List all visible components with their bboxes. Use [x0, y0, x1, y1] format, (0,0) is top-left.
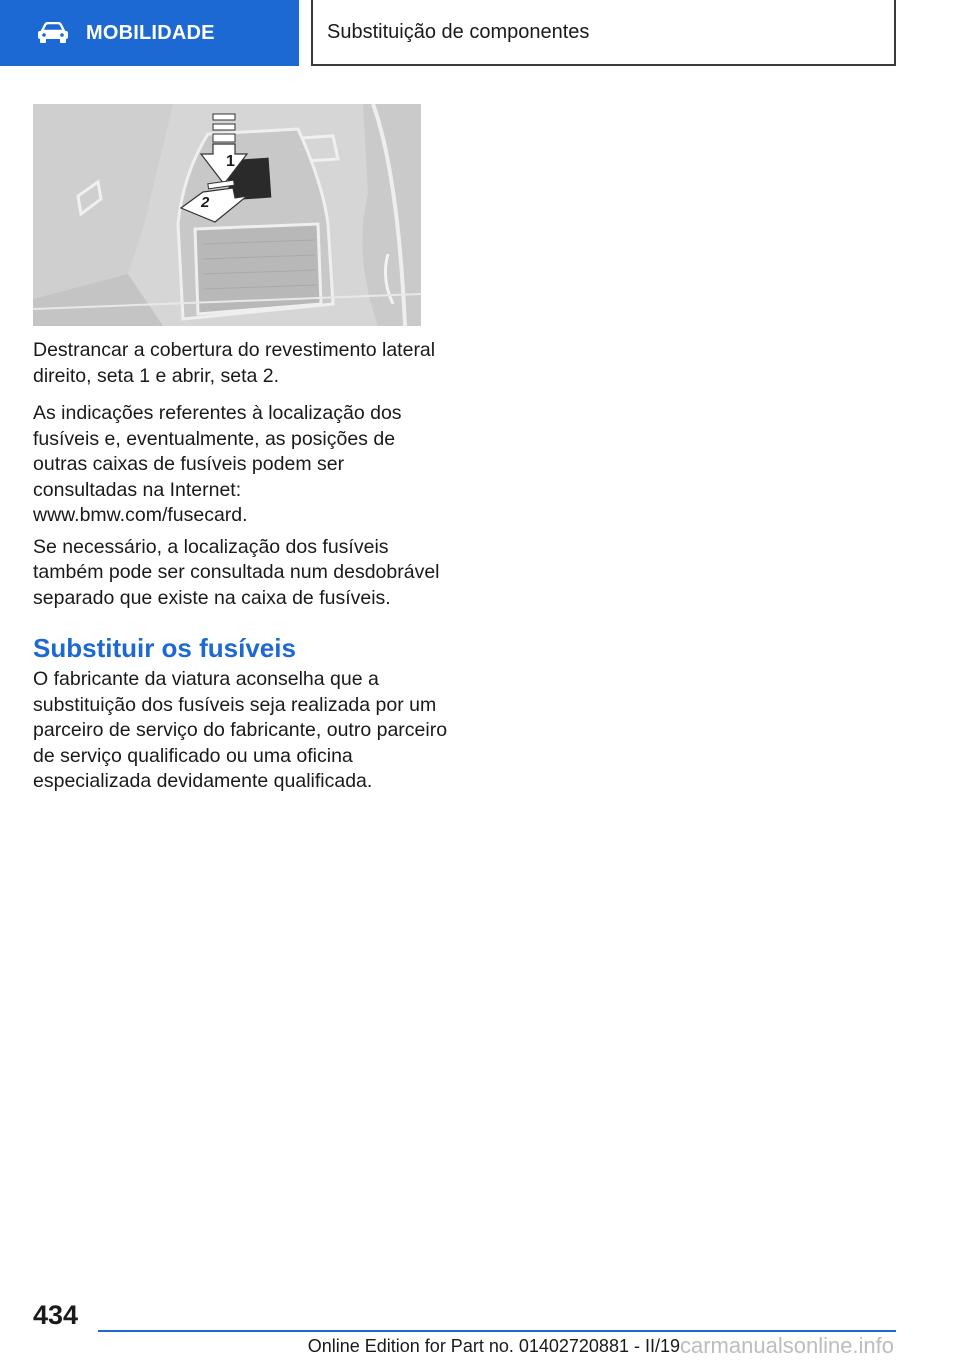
chapter-title-box: [311, 0, 896, 66]
edition-info: Online Edition for Part no. 01402720881 - II/19: [307, 1336, 680, 1356]
footer-divider: [98, 1330, 896, 1332]
arrow-1-label: 1: [226, 153, 235, 170]
trunk-side-panel-illustration: [33, 104, 421, 326]
chapter-title: Substituição de componentes: [327, 20, 590, 43]
trunk-illustration-graphic: [33, 104, 421, 326]
section-tab: [0, 0, 299, 66]
section-heading: Substituir os fusíveis: [33, 633, 296, 663]
main-content: [33, 338, 451, 801]
section-label: MOBILIDADE: [86, 21, 215, 44]
paragraph-fuse-locations: As indicações referentes à localização dos fusíveis e, eventualmente, as posições de outras caixas de fusíveis podem ser consultadas na Internet: www.bmw.com/fusecard.: [33, 402, 402, 526]
arrow-2-label: 2: [201, 194, 210, 211]
watermark: carmanualsonline.info: [680, 1333, 895, 1358]
car-icon: [36, 22, 70, 44]
figure-caption: Destrancar a cobertura do revestimento lateral direito, seta 1 e abrir, seta 2.: [33, 339, 436, 387]
page-number: 434: [33, 1300, 79, 1330]
paragraph-replace-fuses: O fabricante da viatura aconselha que a substituição dos fusíveis seja realizada por um parceiro de serviço do fabricante, outro parceiro de serviço qualificado ou uma oficina especializada devidamente qualificada.: [33, 668, 448, 792]
paragraph-fuse-leaflet: Se necessário, a localização dos fusíveis também pode ser consultada num desdobrável separado que existe na caixa de fusíveis.: [33, 535, 440, 609]
